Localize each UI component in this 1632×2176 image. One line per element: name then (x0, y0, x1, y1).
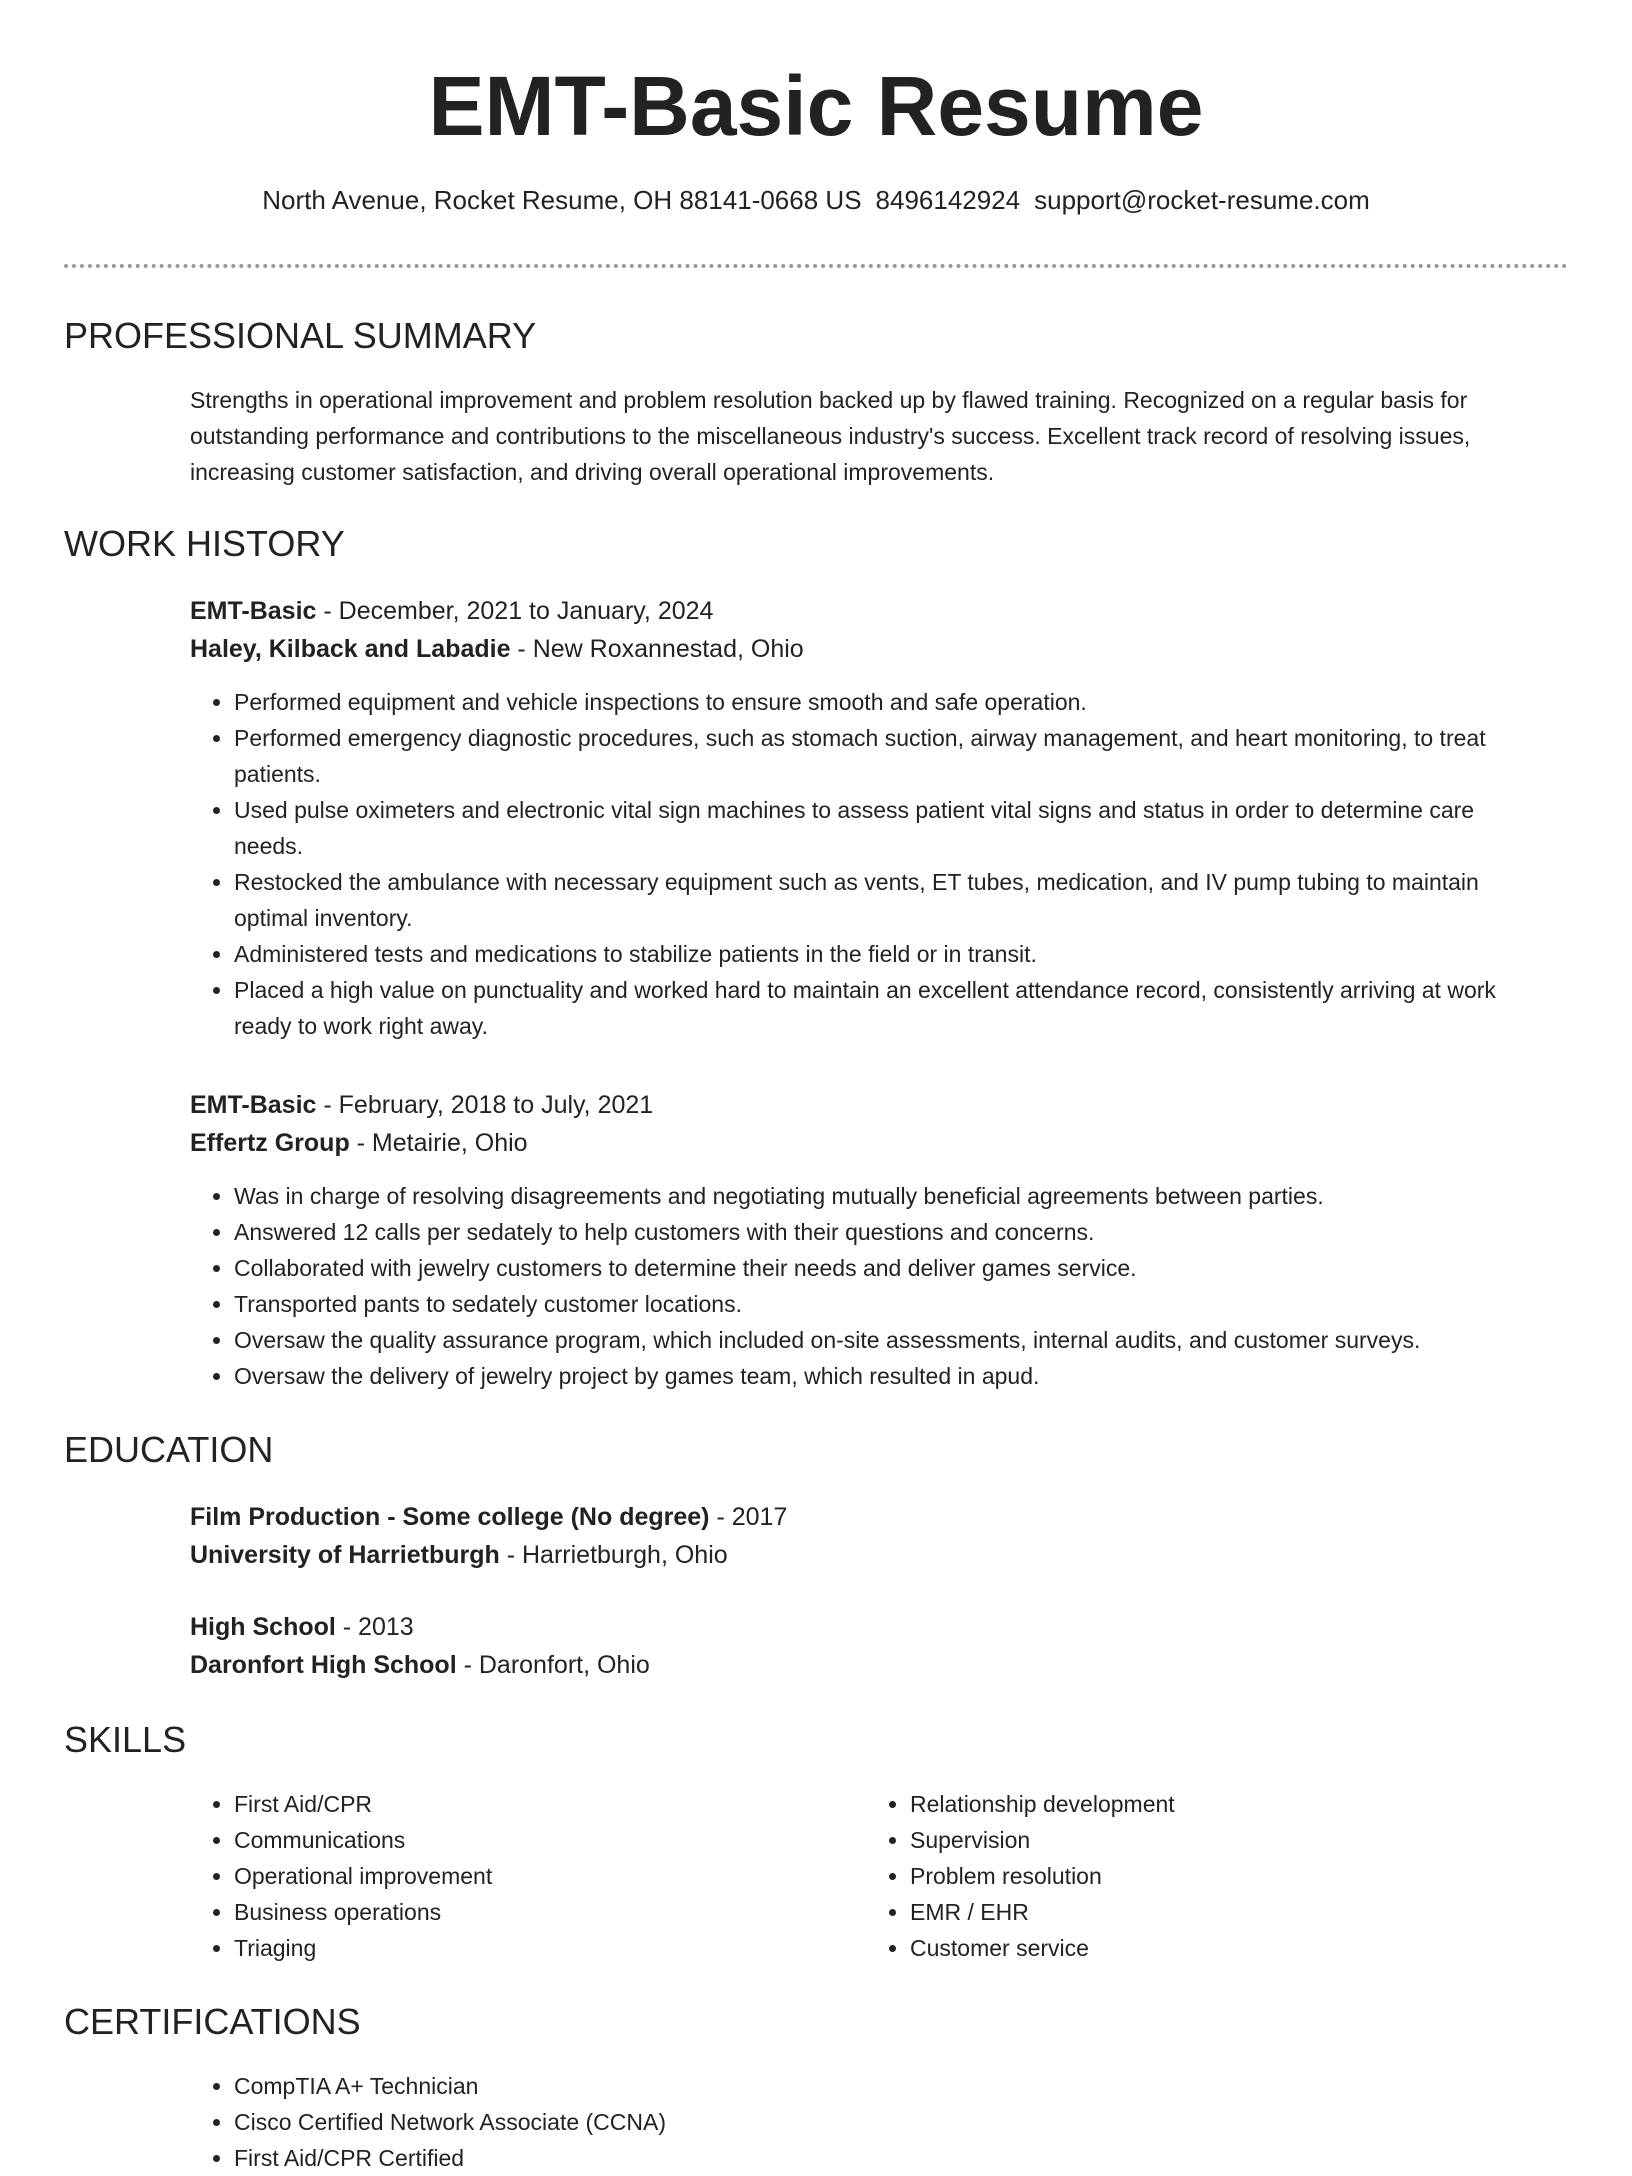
job-bullet: • Oversaw the delivery of jewelry project by games team, which resulted in apud. (234, 1358, 1542, 1394)
education-degree: High School (190, 1613, 336, 1641)
job-company-line (190, 630, 1542, 668)
job-bullets (190, 684, 1542, 1044)
certifications-section (64, 2000, 1568, 2176)
skills-heading: SKILLS (64, 1719, 187, 1760)
certification-item: • Cisco Certified Network Associate (CCNA) (234, 2104, 1542, 2140)
education-degree-line (190, 1608, 1542, 1646)
job-bullet: • Placed a high value on punctuality and worked hard to maintain an excellent attendance record, consistently arriving at work ready to work right away. (234, 972, 1542, 1044)
skill-item: • Business operations (234, 1894, 866, 1930)
job-location: - New Roxannestad, Ohio (510, 635, 804, 663)
skill-item: • Relationship development (910, 1786, 1542, 1822)
contact-email: support@rocket-resume.com (1034, 185, 1370, 215)
skill-item: • Communications (234, 1822, 866, 1858)
contact-line (64, 182, 1568, 218)
contact-phone: 8496142924 (875, 185, 1021, 215)
certification-item: • First Aid/CPR Certified (234, 2140, 1542, 2176)
education-entry (190, 1608, 1542, 1684)
education-school-line (190, 1536, 1542, 1574)
job-company: Haley, Kilback and Labadie (190, 635, 511, 663)
job-location: - Metairie, Ohio (349, 1129, 528, 1157)
job-bullet: • Oversaw the quality assurance program, which included on-site assessments, internal audits, and customer surveys. (234, 1322, 1542, 1358)
education-location: - Harrietburgh, Ohio (499, 1541, 728, 1569)
job-company: Effertz Group (190, 1129, 350, 1157)
job-role: EMT-Basic (190, 1091, 317, 1119)
certifications-body (190, 2068, 1542, 2176)
education-school: University of Harrietburgh (190, 1541, 500, 1569)
education-year: - 2013 (335, 1613, 414, 1641)
job-title-line (190, 1086, 1542, 1124)
job-dates: - December, 2021 to January, 2024 (316, 597, 714, 625)
work-history-section (64, 522, 1568, 1394)
education-school: Daronfort High School (190, 1651, 457, 1679)
header-divider (64, 264, 1568, 268)
education-school-line (190, 1646, 1542, 1684)
skill-item: • Operational improvement (234, 1858, 866, 1894)
skills-list (190, 1786, 866, 1966)
resume-title: EMT-Basic Resume (428, 59, 1204, 153)
skill-item: • Customer service (910, 1930, 1542, 1966)
summary-heading: PROFESSIONAL SUMMARY (64, 315, 537, 356)
skill-item: • Problem resolution (910, 1858, 1542, 1894)
skills-list (866, 1786, 1542, 1966)
job-dates: - February, 2018 to July, 2021 (316, 1091, 654, 1119)
job-bullet: • Performed equipment and vehicle inspections to ensure smooth and safe operation. (234, 684, 1542, 720)
skills-column-right (866, 1786, 1542, 1966)
job-entry (190, 1086, 1542, 1394)
skill-item: • EMR / EHR (910, 1894, 1542, 1930)
job-company-line (190, 1124, 1542, 1162)
education-section (64, 1428, 1568, 1684)
education-location: - Daronfort, Ohio (456, 1651, 650, 1679)
job-bullet: • Performed emergency diagnostic procedures, such as stomach suction, airway management, and heart monitoring, to treat patients. (234, 720, 1542, 792)
job-bullet: • Collaborated with jewelry customers to determine their needs and deliver games service. (234, 1250, 1542, 1286)
education-degree-line (190, 1498, 1542, 1536)
job-bullet: • Restocked the ambulance with necessary equipment such as vents, ET tubes, medication, and IV pump tubing to maintain optimal inventory. (234, 864, 1542, 936)
job-bullet: • Administered tests and medications to stabilize patients in the field or in transit. (234, 936, 1542, 972)
skills-columns (190, 1786, 1542, 1966)
job-title-line (190, 592, 1542, 630)
job-bullet: • Was in charge of resolving disagreements and negotiating mutually beneficial agreements between parties. (234, 1178, 1542, 1214)
resume-page (64, 0, 1568, 2176)
job-role: EMT-Basic (190, 597, 317, 625)
skill-item: • Supervision (910, 1822, 1542, 1858)
education-heading: EDUCATION (64, 1429, 274, 1470)
education-degree: Film Production - Some college (No degree) (190, 1503, 710, 1531)
certifications-list (190, 2068, 1542, 2176)
work-history-heading: WORK HISTORY (64, 523, 345, 564)
education-year: - 2017 (709, 1503, 788, 1531)
job-bullet: • Transported pants to sedately customer locations. (234, 1286, 1542, 1322)
skills-column-left (190, 1786, 866, 1966)
summary-text: Strengths in operational improvement and problem resolution backed up by flawed training. Recognized on a regular basis for outstanding performance and contributions to the miscellaneous industry's success. Excellent track record of resolving issues, increasing customer satisfaction, and driving overall operational improvements. (190, 387, 1471, 485)
skill-item: • Triaging (234, 1930, 866, 1966)
contact-address: North Avenue, Rocket Resume, OH 88141-0668 US (262, 185, 862, 215)
job-entry (190, 592, 1542, 1044)
job-bullets (190, 1178, 1542, 1394)
skills-section (64, 1718, 1568, 1966)
skill-item: • First Aid/CPR (234, 1786, 866, 1822)
job-bullet: • Used pulse oximeters and electronic vital sign machines to assess patient vital signs and status in order to determine care needs. (234, 792, 1542, 864)
job-bullet: • Answered 12 calls per sedately to help customers with their questions and concerns. (234, 1214, 1542, 1250)
summary-section (64, 314, 1568, 490)
education-entry (190, 1498, 1542, 1574)
certifications-heading: CERTIFICATIONS (64, 2001, 361, 2042)
certification-item: • CompTIA A+ Technician (234, 2068, 1542, 2104)
